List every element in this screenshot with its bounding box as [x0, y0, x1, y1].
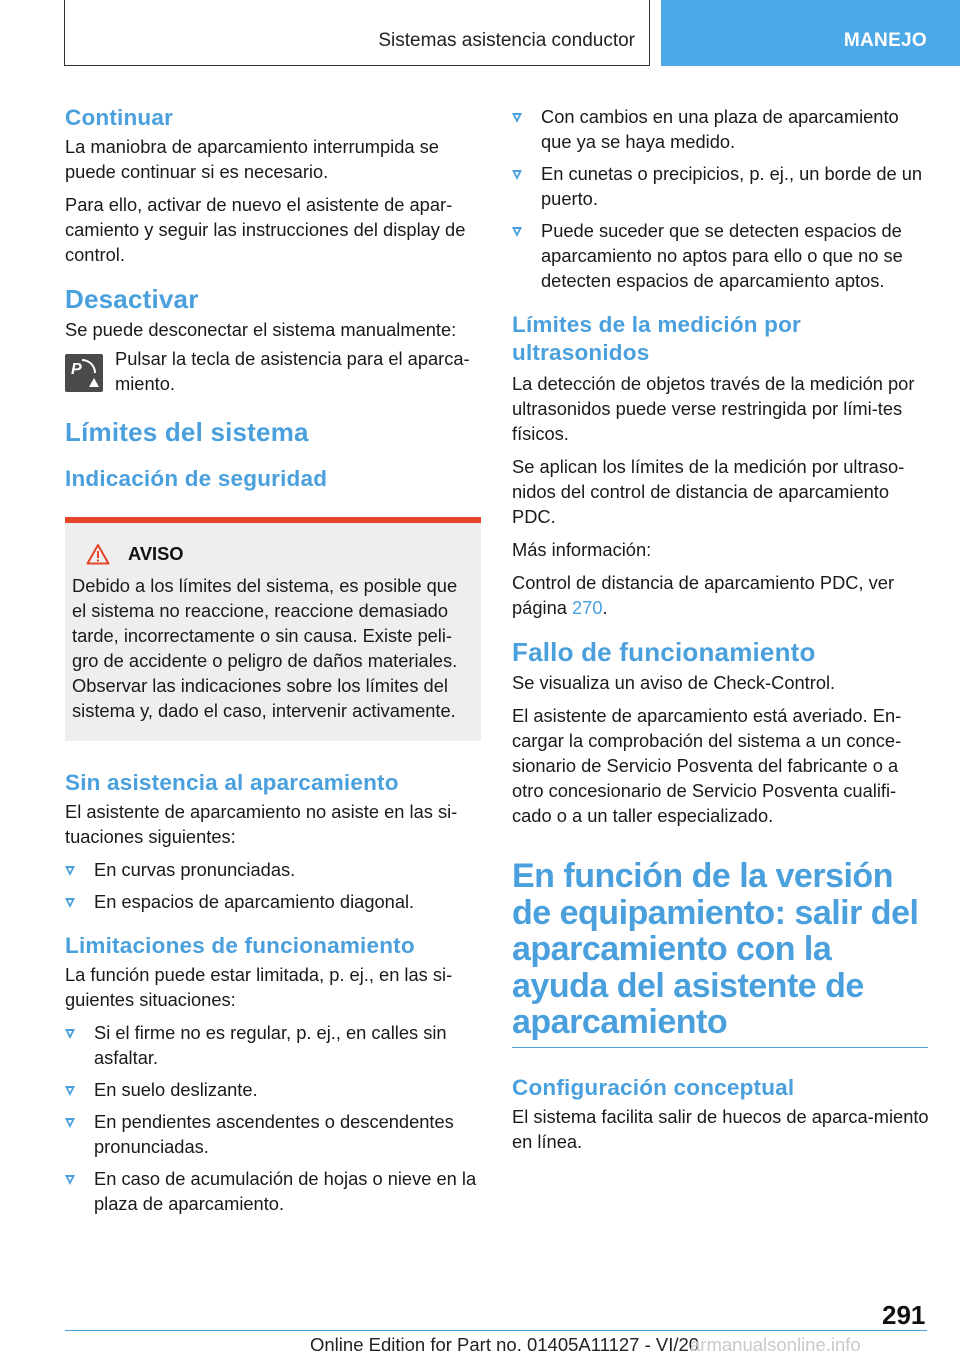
chapter-tab	[661, 0, 960, 66]
warning-triangle-icon	[86, 543, 110, 565]
list-item: Si el firme no es regular, p. ej., en calles sin asfaltar.	[65, 1020, 481, 1070]
paragraph: Se aplican los límites de la medición por ultraso-nidos del control de distancia de aparcamiento PDC.	[512, 456, 905, 527]
list-item: Con cambios en una plaza de aparcamiento que ya se haya medido.	[512, 104, 930, 154]
paragraph: El asistente de aparcamiento no asiste en las si-tuaciones siguientes:	[65, 801, 458, 847]
bullet-triangle-icon	[512, 170, 522, 180]
bullet-triangle-icon	[65, 898, 75, 908]
footer-watermark: armanualsonline.info	[690, 1334, 861, 1355]
page-reference-link[interactable]: 270	[572, 597, 603, 618]
bullet-triangle-icon	[512, 113, 522, 123]
paragraph: Más información:	[512, 539, 652, 560]
paragraph: El sistema facilita salir de huecos de aparca-miento en línea.	[512, 1105, 929, 1152]
heading-continuar: Continuar	[65, 105, 174, 130]
heading-configuracion: Configuración conceptual	[512, 1074, 795, 1100]
list-item: En suelo deslizante.	[65, 1077, 481, 1102]
bullet-triangle-icon	[65, 1175, 75, 1185]
bullet-list	[65, 857, 481, 914]
bullet-list	[512, 104, 930, 293]
bullet-triangle-icon	[65, 1118, 75, 1128]
footer-rule	[65, 1330, 927, 1331]
bullet-list	[65, 1020, 481, 1216]
paragraph: El asistente de aparcamiento está averiado. En-cargar la comprobación del sistema a un conce-sionario de Servicio Posventa del fabricante o a otro concesionario de Servicio Posventa cualifi-cado o a un taller especializado.	[512, 705, 902, 826]
header-section-box	[64, 0, 650, 66]
list-item: En espacios de aparcamiento diagonal.	[65, 889, 481, 914]
bullet-triangle-icon	[65, 866, 75, 876]
list-item: En curvas pronunciadas.	[65, 857, 481, 882]
warning-title: AVISO	[128, 543, 184, 564]
paragraph: La maniobra de aparcamiento interrumpida se puede continuar si es necesario.	[65, 136, 439, 182]
paragraph: La función puede estar limitada, p. ej., en las si-guientes situaciones:	[65, 964, 453, 1010]
list-item: En pendientes ascendentes o descendentes pronunciadas.	[65, 1109, 481, 1159]
heading-sin-asistencia: Sin asistencia al aparcamiento	[65, 770, 399, 795]
left-column	[65, 104, 481, 1223]
bullet-triangle-icon	[65, 1086, 75, 1096]
paragraph: Se visualiza un aviso de Check-Control.	[512, 672, 836, 693]
chapter-heading: En función de la versión de equipamiento: salir del aparcamiento con la ayuda del asistente de aparcamiento	[512, 857, 919, 1041]
park-assist-button-icon: P	[65, 354, 103, 392]
heading-desactivar: Desactivar	[65, 284, 199, 314]
warning-box	[65, 517, 481, 741]
paragraph-with-link: Control de distancia de aparcamiento PDC, ver página 270.	[512, 572, 895, 618]
paragraph: La detección de objetos través de la medición por ultrasonidos puede verse restringida por lími-tes físicos.	[512, 373, 915, 444]
heading-limites-sistema: Límites del sistema	[65, 417, 309, 447]
right-column	[512, 104, 930, 1162]
page-number: 291	[882, 1300, 926, 1330]
heading-limitaciones: Limitaciones de funcionamiento	[65, 933, 415, 958]
bullet-triangle-icon	[512, 227, 522, 237]
section-title: Sistemas asistencia conductor	[378, 30, 635, 51]
heading-indicacion-seguridad: Indicación de seguridad	[65, 466, 328, 491]
list-item: En cunetas o precipicios, p. ej., un borde de un puerto.	[512, 161, 930, 211]
button-instruction-text: Pulsar la tecla de asistencia para el aparca-miento.	[115, 348, 470, 394]
list-item: Puede suceder que se detecten espacios de aparcamiento no aptos para ello o que no se detecten espacios de aparcamiento aptos.	[512, 218, 930, 293]
footer-edition: Online Edition for Part no. 01405A11127 - VI/20	[310, 1334, 700, 1355]
list-item: En caso de acumulación de hojas o nieve en la plaza de aparcamiento.	[65, 1166, 481, 1216]
button-instruction	[65, 346, 481, 396]
heading-ultrasonidos: Límites de la medición por ultrasonidos	[512, 312, 802, 365]
bullet-triangle-icon	[65, 1029, 75, 1039]
paragraph: Se puede desconectar el sistema manualmente:	[65, 319, 457, 340]
warning-text: Debido a los límites del sistema, es posible que el sistema no reaccione, reaccione demasiado tarde, incorrectamente o sin causa. Existe peli-gro de accidente o peligro de daños materiales. Observar las indicaciones sobre los límites del sistema y, dado el caso, intervenir activamente.	[72, 575, 458, 721]
paragraph: Para ello, activar de nuevo el asistente de apar-camiento y seguir las instrucciones del display de control.	[65, 194, 466, 265]
heading-fallo: Fallo de funcionamiento	[512, 637, 816, 667]
chapter-heading-block	[512, 858, 928, 1048]
chapter-tab-label: MANEJO	[843, 30, 927, 51]
